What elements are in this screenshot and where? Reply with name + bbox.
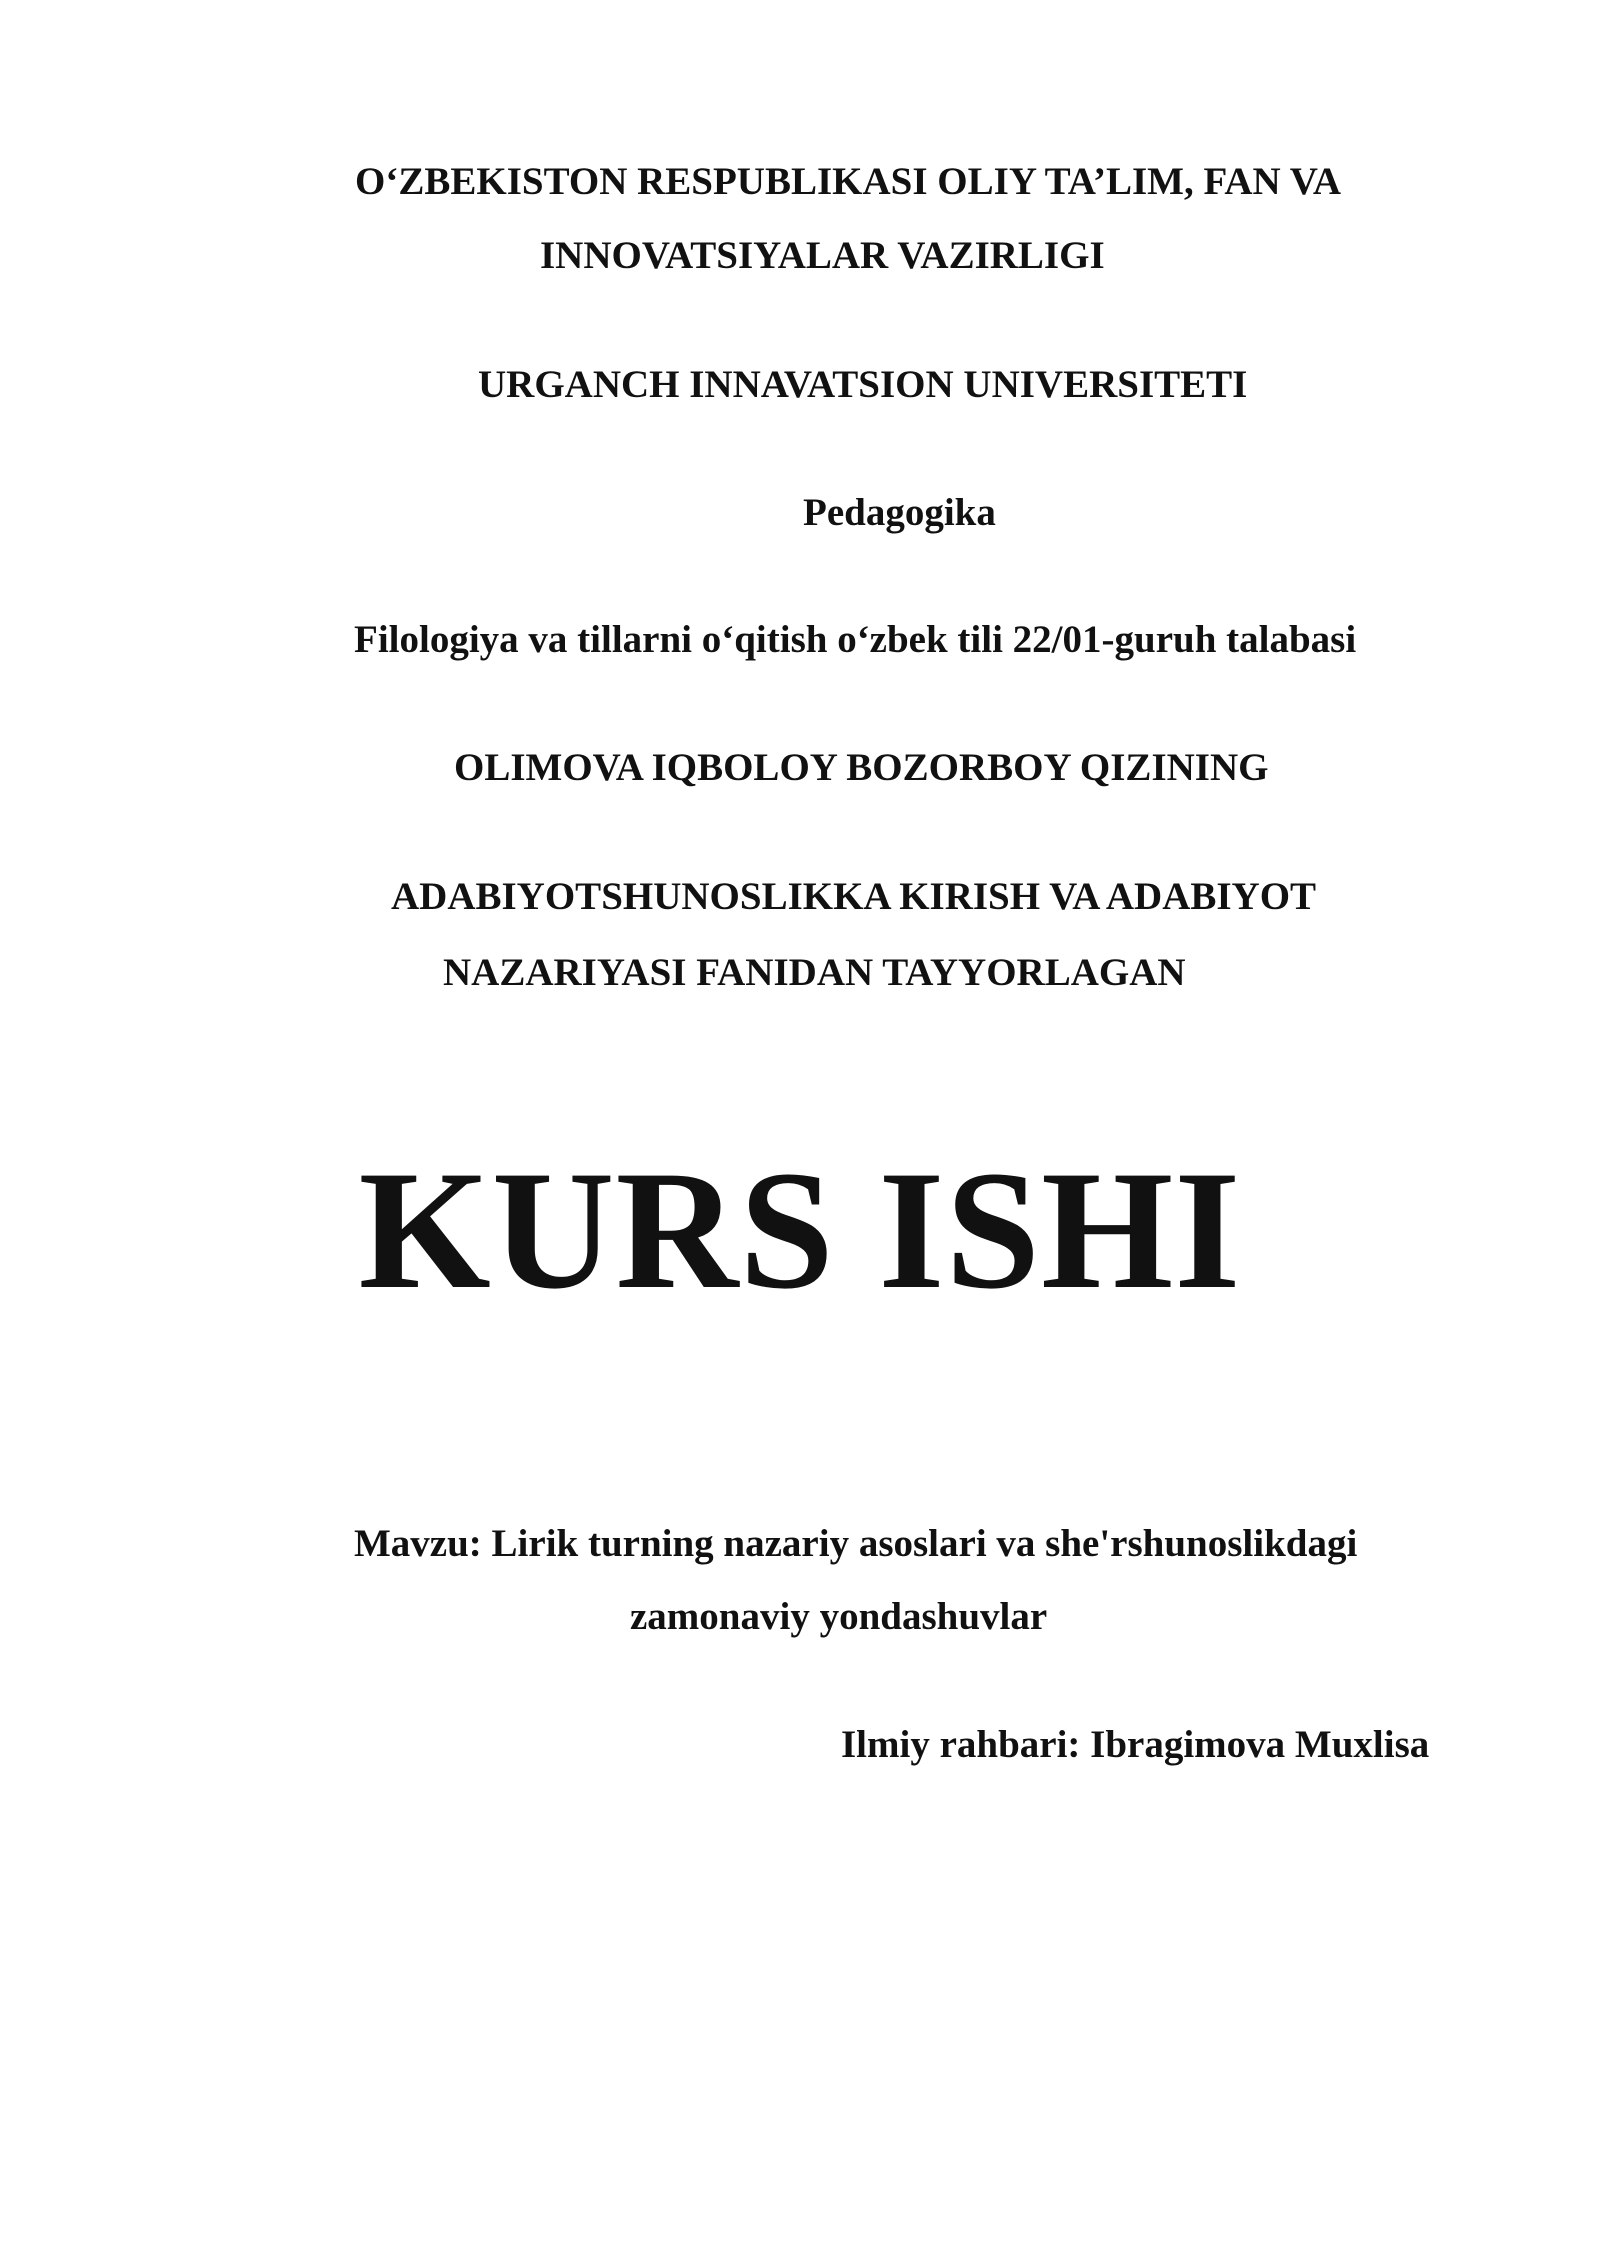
- topic-line-1: Mavzu: Lirik turning nazariy asoslari va she'rshunoslikdagi: [354, 1522, 1358, 1565]
- ministry-line-1: O‘ZBEKISTON RESPUBLIKASI OLIY TA’LIM, FAN VA: [355, 160, 1342, 203]
- ministry-line-2: INNOVATSIYALAR VAZIRLIGI: [540, 234, 1105, 277]
- topic-line-2: zamonaviy yondashuvlar: [630, 1595, 1048, 1638]
- faculty-name: Pedagogika: [803, 491, 996, 534]
- group-line: Filologiya va tillarni o‘qitish o‘zbek tili 22/01-guruh talabasi: [354, 618, 1357, 661]
- subject-line-2: NAZARIYASI FANIDAN TAYYORLAGAN: [443, 951, 1186, 994]
- supervisor-line: Ilmiy rahbari: Ibragimova Muxlisa: [841, 1723, 1430, 1766]
- document-type-title: KURS ISHI: [358, 1136, 1242, 1324]
- university-name: URGANCH INNAVATSION UNIVERSITETI: [478, 363, 1248, 406]
- student-name: OLIMOVA IQBOLOY BOZORBOY QIZINING: [454, 746, 1269, 789]
- subject-line-1: ADABIYOTSHUNOSLIKKA KIRISH VA ADABIYOT: [391, 875, 1317, 918]
